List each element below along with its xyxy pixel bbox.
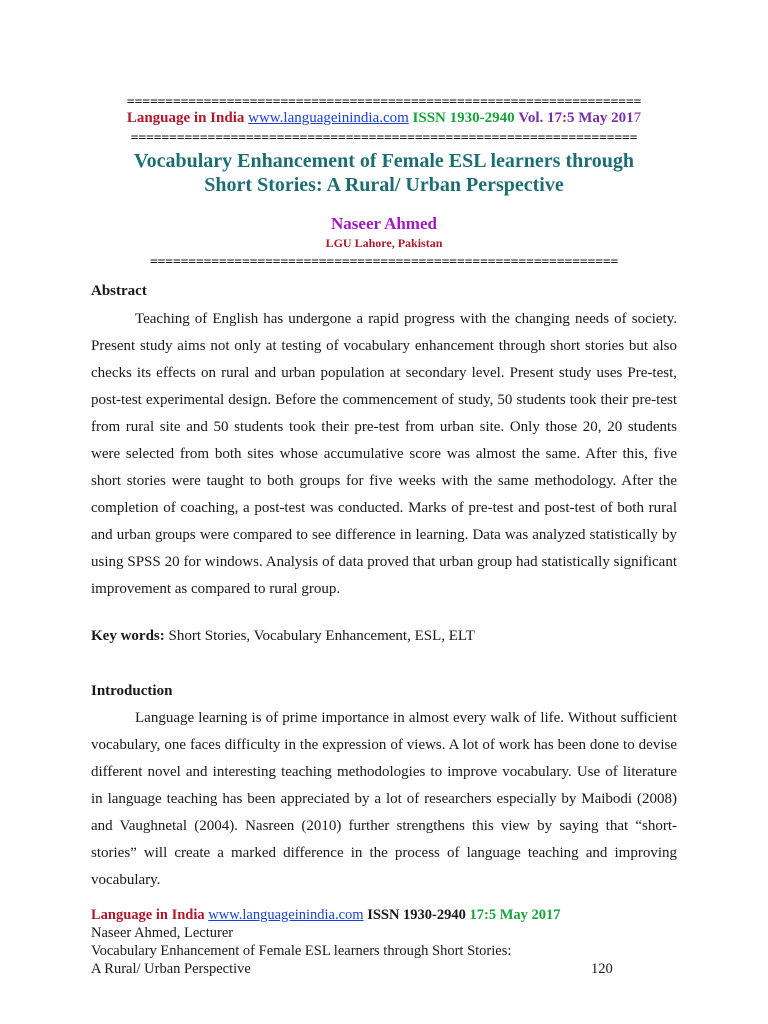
footer-title-row <box>91 960 677 978</box>
footer-journal-name: Language in India <box>91 907 205 923</box>
article-title <box>40 149 728 197</box>
keywords-text: Short Stories, Vocabulary Enhancement, ESL, ELT <box>164 628 475 644</box>
header-rule-bottom: ================================================================== <box>130 132 638 146</box>
abstract-heading: Abstract <box>91 283 147 299</box>
header-rule-top: =================================================================== <box>126 96 642 110</box>
author-rule: ============================================================= <box>149 256 619 270</box>
author-affiliation: LGU Lahore, Pakistan <box>325 236 443 250</box>
footer-journal-url-link[interactable]: www.languageinindia.com <box>208 907 364 923</box>
journal-volume: Vol. 17:5 May 2017 <box>518 110 642 126</box>
footer-author: Naseer Ahmed, Lecturer <box>91 925 234 941</box>
journal-header <box>0 110 768 127</box>
footer-title-line-2: A Rural/ Urban Perspective <box>91 961 251 977</box>
keywords-label: Key words: <box>91 628 165 644</box>
keywords <box>91 628 475 645</box>
introduction-text: Language learning is of prime importance in almost every walk of life. Without sufficient vocabulary, one faces difficulty in the expression of views. A lot of work has been done to devise different novel and interesting teaching methodologies to improve vocabulary. Use of literature in language teaching has been appreciated by a lot of researchers especially by Maibodi (2008) and Vaughnetal (2004). Nasreen (2010) further strengthens this view by saying that “short-stories” will create a marked difference in the process of language teaching and improving vocabulary. <box>91 710 677 888</box>
article-title-line-2: Short Stories: A Rural/ Urban Perspective <box>204 174 564 196</box>
page-footer <box>91 906 677 978</box>
footer-issn: ISSN 1930-2940 <box>367 907 466 923</box>
journal-url-link[interactable]: www.languageinindia.com <box>248 110 409 126</box>
footer-title-line-1: Vocabulary Enhancement of Female ESL learners through Short Stories: <box>91 943 512 959</box>
footer-journal-line <box>91 906 677 924</box>
page-number: 120 <box>591 961 613 977</box>
journal-name: Language in India <box>126 110 245 126</box>
journal-issn: ISSN 1930-2940 <box>412 110 515 126</box>
introduction-heading: Introduction <box>91 683 173 699</box>
abstract-text: Teaching of English has undergone a rapid progress with the changing needs of society. Present study aims not only at testing of vocabulary enhancement through short stories but also checks its effects on rural and urban population at secondary level. Present study uses Pre-test, post-test experimental design. Before the commencement of study, 50 students took their pre-test from rural site and 50 students took their pre-test from urban site. Only those 20, 20 students were selected from both sites whose accumulative score was almost the same. After this, five short stories were taught to both groups for five weeks with the same methodology. After the completion of coaching, a post-test was conducted. Marks of pre-test and post-test of both rural and urban groups were compared to see difference in learning. Data was analyzed statistically by using SPSS 20 for windows. Analysis of data proved that urban group had statistically significant improvement as compared to rural group. <box>91 311 677 597</box>
article-title-line-1: Vocabulary Enhancement of Female ESL learners through <box>133 150 634 172</box>
footer-volume: 17:5 May 2017 <box>469 907 561 923</box>
author-name: Naseer Ahmed <box>331 214 437 233</box>
